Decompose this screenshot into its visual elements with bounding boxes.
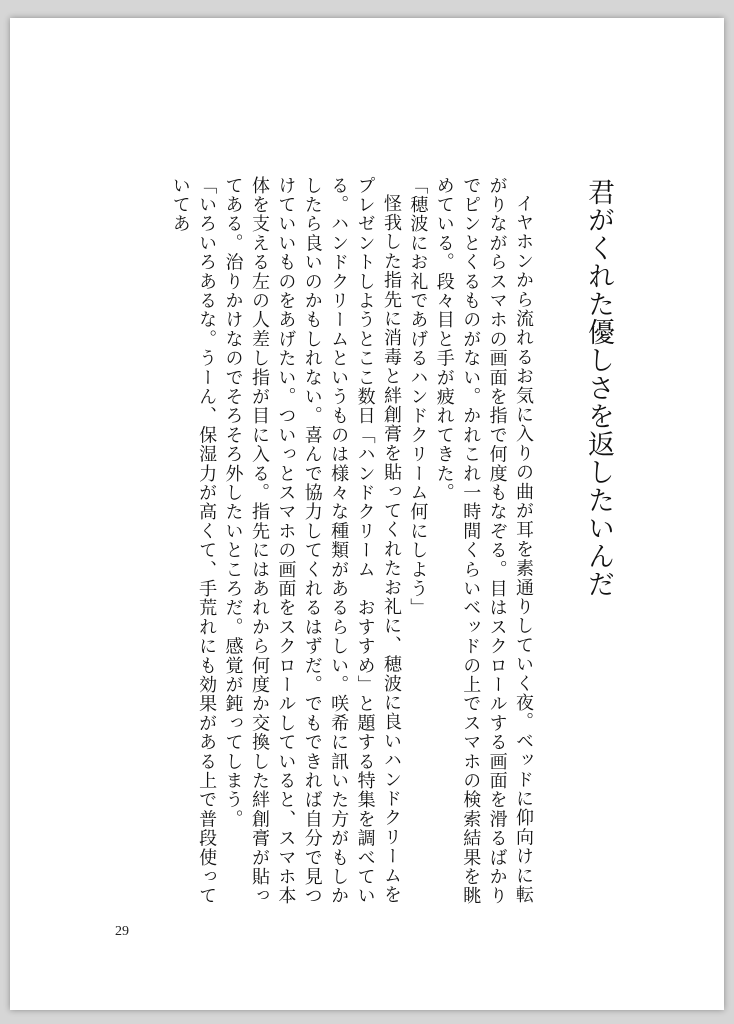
book-page [10, 18, 724, 1010]
body-text [116, 176, 536, 908]
dialog-line: 「いろいろあるな。うーん、保湿力が高くて、手荒れにも効果がある上で普段使っていてあ [169, 176, 218, 906]
dialog-line: 「穂波にお礼であげるハンドクリーム何にしよう」 [407, 176, 429, 618]
paragraph: 怪我した指先に消毒と絆創膏を貼ってくれたお礼に、穂波に良いハンドクリームをプレゼントしようとここ数日「ハンドクリーム おすすめ」と題する特集を調べている。ハンドクリームというものは様々な種類があるらしい。咲希に訊いた方がもしかしたら良いのかもしれない。喜んで協力してくれるはずだ。でもできれば自分で見つけていいものをあげたい。ついっとスマホの画面をスクロールしていると、スマホ本体を支える左の人差し指が目に入る。指先にはあれから何度か交換した絆創膏が貼ってある。治りかけなのでそろそろ外したいところだ。感覚が鈍ってしまう。 [222, 176, 402, 906]
paragraph: イヤホンから流れるお気に入りの曲が耳を素通りしていく夜。ベッドに仰向けに転がりながらスマホの画面を指で何度もなぞる。目はスクロールする画面を滑るばかりでピンとくるものがない。かれこれ一時間くらいベッドの上でスマホの検索結果を眺めている。段々目と手が疲れてきた。 [433, 176, 534, 906]
page-number: 29 [115, 924, 129, 939]
chapter-title: 君がくれた優しさを返したいんだ [583, 178, 614, 598]
